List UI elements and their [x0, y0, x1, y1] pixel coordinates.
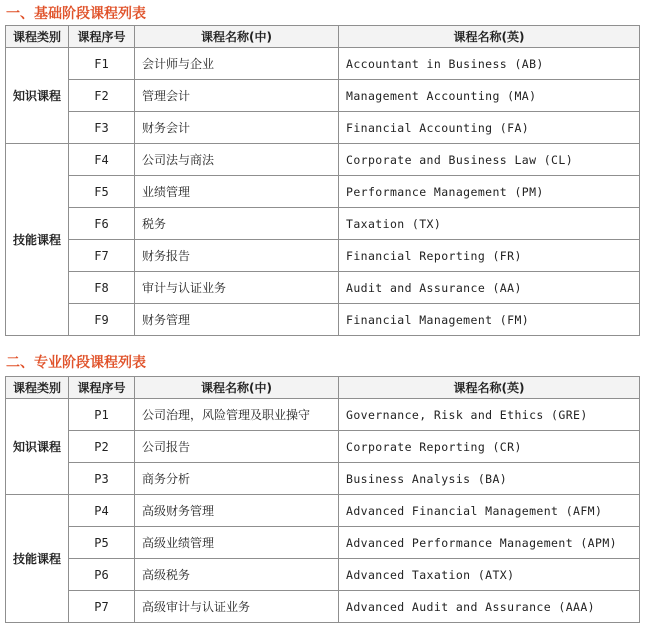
course-name-cn: 高级税务	[135, 559, 339, 591]
course-name-en: Financial Management (FM)	[339, 304, 640, 336]
table-row	[6, 591, 640, 623]
header-number: 课程序号	[69, 26, 135, 48]
course-name-en: Taxation (TX)	[339, 208, 640, 240]
table-row	[6, 48, 640, 80]
table-row	[6, 208, 640, 240]
course-name-cn: 公司治理，风险管理及职业操守	[135, 399, 339, 431]
table-row	[6, 80, 640, 112]
header-number: 课程序号	[69, 377, 135, 399]
course-name-en: Financial Accounting (FA)	[339, 112, 640, 144]
section1-title: 一、基础阶段课程列表	[6, 6, 146, 22]
course-name-en: Performance Management (PM)	[339, 176, 640, 208]
table-row	[6, 463, 640, 495]
table-row	[6, 272, 640, 304]
course-number: P1	[69, 399, 135, 431]
table-row	[6, 112, 640, 144]
course-name-cn: 业绩管理	[135, 176, 339, 208]
course-number: F7	[69, 240, 135, 272]
course-name-en: Advanced Financial Management (AFM)	[339, 495, 640, 527]
course-number: F8	[69, 272, 135, 304]
course-number: F2	[69, 80, 135, 112]
table-row	[6, 144, 640, 176]
header-category: 课程类别	[6, 26, 69, 48]
table-row	[6, 176, 640, 208]
course-number: F3	[69, 112, 135, 144]
course-number: P6	[69, 559, 135, 591]
category-knowledge: 知识课程	[6, 48, 69, 144]
header-name-cn: 课程名称(中)	[135, 377, 339, 399]
category-skills: 技能课程	[6, 144, 69, 336]
course-number: P4	[69, 495, 135, 527]
course-number: F6	[69, 208, 135, 240]
course-name-en: Corporate and Business Law (CL)	[339, 144, 640, 176]
course-name-cn: 商务分析	[135, 463, 339, 495]
course-name-cn: 财务报告	[135, 240, 339, 272]
course-name-en: Corporate Reporting (CR)	[339, 431, 640, 463]
course-name-cn: 财务会计	[135, 112, 339, 144]
course-name-en: Business Analysis (BA)	[339, 463, 640, 495]
course-number: P2	[69, 431, 135, 463]
course-name-en: Advanced Taxation (ATX)	[339, 559, 640, 591]
course-number: F4	[69, 144, 135, 176]
course-name-en: Advanced Audit and Assurance (AAA)	[339, 591, 640, 623]
course-name-cn: 公司法与商法	[135, 144, 339, 176]
category-skills: 技能课程	[6, 495, 69, 623]
course-name-cn: 高级业绩管理	[135, 527, 339, 559]
header-category: 课程类别	[6, 377, 69, 399]
section2-title: 二、专业阶段课程列表	[6, 355, 146, 371]
course-number: F5	[69, 176, 135, 208]
table-row	[6, 527, 640, 559]
course-name-en: Governance, Risk and Ethics (GRE)	[339, 399, 640, 431]
course-name-cn: 审计与认证业务	[135, 272, 339, 304]
table-row	[6, 559, 640, 591]
course-number: P3	[69, 463, 135, 495]
category-knowledge: 知识课程	[6, 399, 69, 495]
table-row	[6, 304, 640, 336]
header-name-en: 课程名称(英)	[339, 377, 640, 399]
course-number: P7	[69, 591, 135, 623]
course-number: P5	[69, 527, 135, 559]
course-name-cn: 财务管理	[135, 304, 339, 336]
table-header-row	[6, 26, 640, 48]
course-name-cn: 管理会计	[135, 80, 339, 112]
course-name-cn: 公司报告	[135, 431, 339, 463]
table-row	[6, 431, 640, 463]
table-row	[6, 240, 640, 272]
course-number: F1	[69, 48, 135, 80]
table-row	[6, 399, 640, 431]
header-name-en: 课程名称(英)	[339, 26, 640, 48]
header-name-cn: 课程名称(中)	[135, 26, 339, 48]
course-name-cn: 会计师与企业	[135, 48, 339, 80]
course-name-en: Financial Reporting (FR)	[339, 240, 640, 272]
course-name-en: Management Accounting (MA)	[339, 80, 640, 112]
foundation-course-table	[5, 25, 640, 336]
course-name-en: Accountant in Business (AB)	[339, 48, 640, 80]
course-name-cn: 高级财务管理	[135, 495, 339, 527]
table-row	[6, 495, 640, 527]
course-number: F9	[69, 304, 135, 336]
table-header-row	[6, 377, 640, 399]
professional-course-table	[5, 376, 640, 623]
course-name-en: Advanced Performance Management (APM)	[339, 527, 640, 559]
course-name-cn: 高级审计与认证业务	[135, 591, 339, 623]
course-name-cn: 税务	[135, 208, 339, 240]
course-name-en: Audit and Assurance (AA)	[339, 272, 640, 304]
